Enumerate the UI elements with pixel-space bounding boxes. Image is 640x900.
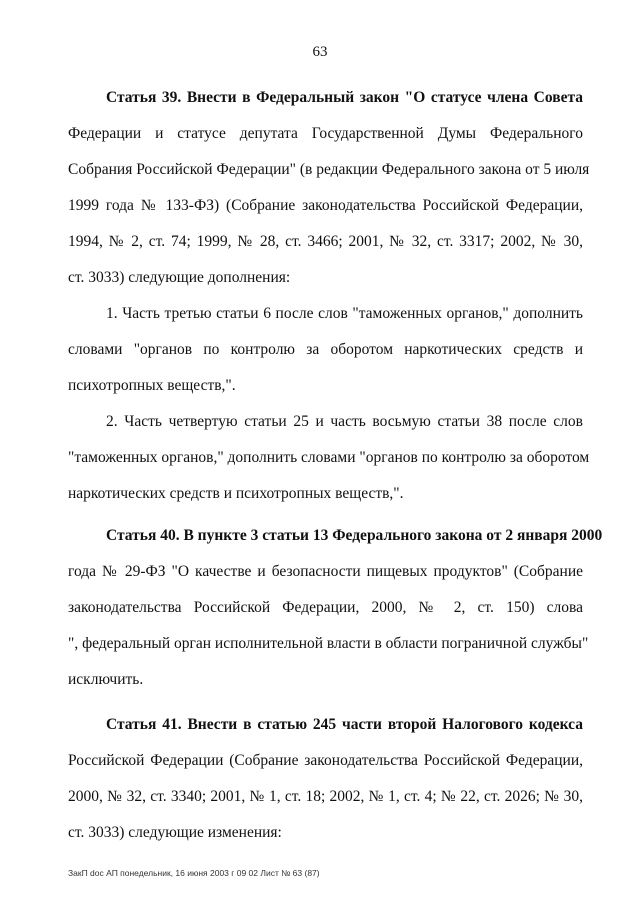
article-39-item-2-line-2: "таможенных органов," дополнить словами "органов по контролю за оборотом [68,449,590,466]
article-39-line-2: Федерации и статусе депутата Государственной Думы Федерального [68,125,583,142]
article-39-item-2-line-3: наркотических средств и психотропных веществ,". [68,485,404,502]
article-41 [68,707,583,851]
article-39-line-4: 1999 года № 133-ФЗ) (Собрание законодательства Российской Федерации, [68,197,583,214]
article-39-item-1-line-1: 1. Часть третью статьи 6 после слов "таможенных органов," дополнить [106,305,583,322]
article-40-line-3: законодательства Российской Федерации, 2000, № 2, ст. 150) слова [68,599,583,616]
article-39-line-5: 1994, № 2, ст. 74; 1999, № 28, ст. 3466; 2001, № 32, ст. 3317; 2002, № 30, [68,233,583,250]
article-41-line-3: 2000, № 32, ст. 3340; 2001, № 1, ст. 18; 2002, № 1, ст. 4; № 22, ст. 2026; № 30, [68,788,583,805]
article-40-line-4: ", федеральный орган исполнительной власти в области пограничной службы" [68,635,589,652]
page-footer: ЗакП doc АП понедельник, 16 июня 2003 г 09 02 Лист № 63 (87) [68,868,320,878]
article-39-item-1-line-3: психотропных веществ,". [68,377,236,394]
article-39-item-1-line-2: словами "органов по контролю за оборотом наркотических средств и [68,341,583,358]
article-40-line-1: Статья 40. В пункте 3 статьи 13 Федерального закона от 2 января 2000 [106,527,603,544]
page-number: 63 [312,44,328,60]
article-39 [68,80,590,512]
article-39-line-1: Статья 39. Внести в Федеральный закон "О статусе члена Совета [106,89,583,106]
article-40-line-2: года № 29-ФЗ "О качестве и безопасности пищевых продуктов" (Собрание [68,563,583,580]
article-39-line-3: Собрания Российской Федерации" (в редакции Федерального закона от 5 июля [68,161,590,178]
article-41-line-2: Российской Федерации (Собрание законодательства Российской Федерации, [68,752,583,769]
article-41-line-4: ст. 3033) следующие изменения: [68,824,282,841]
article-40-line-5: исключить. [68,671,144,688]
article-39-item-2-line-1: 2. Часть четвертую статьи 25 и часть восьмую статьи 38 после слов [106,413,583,430]
article-40 [68,518,603,698]
article-41-line-1: Статья 41. Внести в статью 245 части второй Налогового кодекса [106,716,583,733]
article-39-line-6: ст. 3033) следующие дополнения: [68,269,291,286]
